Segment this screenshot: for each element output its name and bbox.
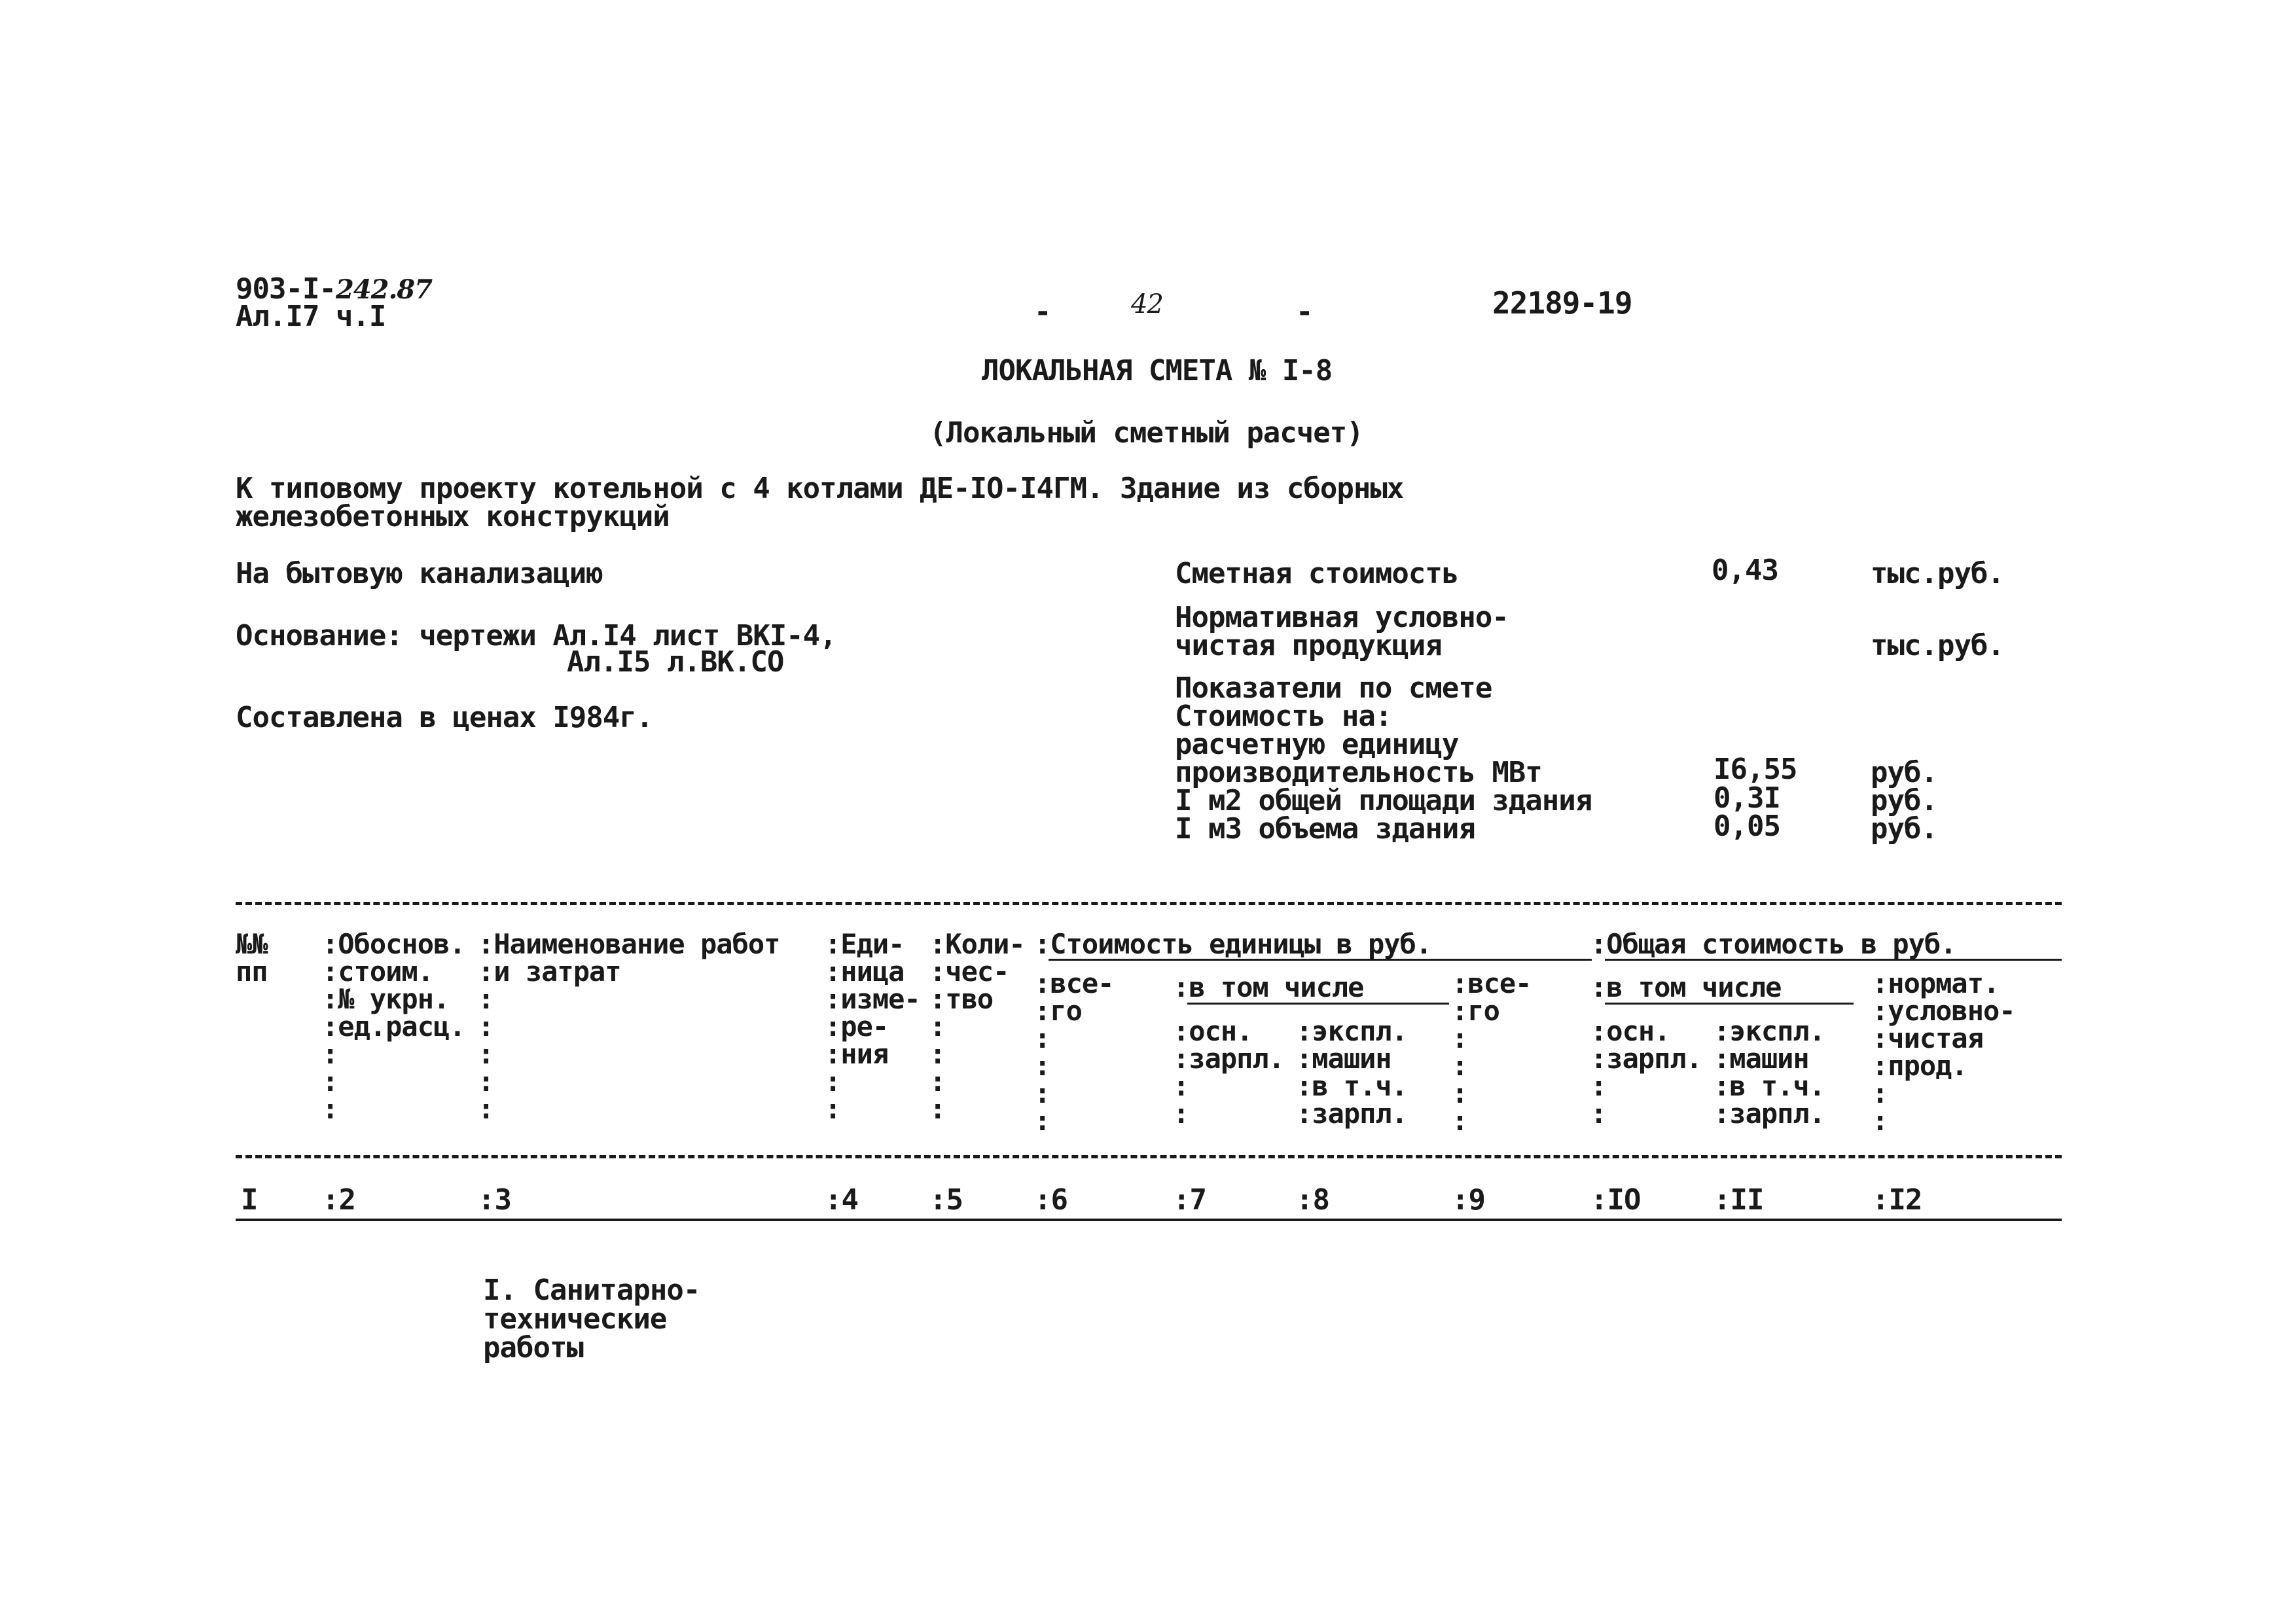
volume-value: 0,05 xyxy=(1713,810,1780,843)
indicators-line-1: Показатели по смете xyxy=(1175,671,1492,705)
series-code: 903-I-242.87 xyxy=(236,272,433,306)
area-label: I м2 общей площади здания xyxy=(1175,784,1592,817)
indicators-line-3: расчетную единицу xyxy=(1175,728,1459,761)
col-number: :2 xyxy=(322,1183,355,1217)
column-numbers-rule xyxy=(236,1219,2062,1221)
col-header-total-machines: :экспл. :машин :в т.ч. :зарпл. xyxy=(1713,1015,1825,1130)
unit-cost-group-header: :Стоимость единицы в руб. xyxy=(1034,928,1432,960)
page-dash-right: - xyxy=(1296,295,1313,329)
col-header-name: :Наименование работ :и затрат : : : : : xyxy=(478,928,780,1125)
normative-unit: тыс.руб. xyxy=(1871,629,2004,662)
col-header-total: :все- :го : : : : xyxy=(1452,967,1532,1137)
col-header-quantity: :Коли- :чес- :тво : : : : xyxy=(929,928,1025,1125)
unit-cost-underline xyxy=(1049,959,1592,961)
col-header-unit-salary: :осн. :зарпл. : : xyxy=(1173,1015,1285,1130)
unit-incl-header: :в том числе xyxy=(1173,971,1364,1003)
table-header-rule xyxy=(236,1155,2062,1158)
capacity-label: производительность МВт xyxy=(1175,756,1542,789)
col-number: I xyxy=(241,1183,258,1217)
col-header-basis: :Обоснов. :стоим. :№ укрн. :ед.расц. : : : xyxy=(322,928,465,1125)
total-incl-underline xyxy=(1605,1003,1854,1005)
total-cost-underline xyxy=(1605,959,2062,961)
page-title: ЛОКАЛЬНАЯ СМЕТА № I-8 xyxy=(982,354,1333,387)
col-number: :6 xyxy=(1034,1183,1067,1217)
prices-text: Составлена в ценах I984г. xyxy=(236,701,653,734)
page-number: 42 xyxy=(1131,289,1163,319)
col-header-unit-total: :все- :го : : : : xyxy=(1034,967,1114,1137)
col-header-unit-machines: :экспл. :машин :в т.ч. :зарпл. xyxy=(1296,1015,1408,1130)
col-number: :3 xyxy=(478,1183,511,1217)
unit-incl-underline xyxy=(1187,1003,1449,1005)
col-number: :4 xyxy=(825,1183,858,1217)
col-number: :IO xyxy=(1590,1183,1641,1217)
col-number: :7 xyxy=(1173,1183,1206,1217)
inventory-number: 22189-19 xyxy=(1492,285,1632,321)
indicators-line-2: Стоимость на: xyxy=(1175,700,1392,733)
cost-value: 0,43 xyxy=(1712,554,1778,587)
col-header-normative: :нормат. :условно- :чистая :прод. : : xyxy=(1872,967,2015,1137)
volume-unit: руб. xyxy=(1871,812,1937,846)
normative-line-1: Нормативная условно- xyxy=(1175,601,1509,634)
project-line-2: железобетонных конструкций xyxy=(236,500,670,533)
capacity-unit: руб. xyxy=(1871,756,1937,789)
section-title: I. Санитарно- технические работы xyxy=(483,1274,700,1364)
normative-line-2: чистая продукция xyxy=(1175,629,1442,662)
col-header-total-salary: :осн. :зарпл. : : xyxy=(1590,1015,1702,1130)
col-number: :5 xyxy=(929,1183,963,1217)
col-header-number: №№ пп xyxy=(236,928,268,988)
total-cost-group-header: :Общая стоимость в руб. xyxy=(1590,928,1956,960)
area-unit: руб. xyxy=(1871,784,1937,817)
col-header-unit: :Еди- :ница :изме- :ре- :ния : : xyxy=(825,928,920,1125)
col-number: :II xyxy=(1713,1183,1764,1217)
cost-label: Сметная стоимость xyxy=(1175,557,1459,590)
basis-line-1: Основание: чертежи Ал.I4 лист ВКI-4, xyxy=(236,619,836,652)
volume-label: I м3 объема здания xyxy=(1175,812,1475,846)
project-line-1: К типовому проекту котельной с 4 котлами ДЕ-IO-I4ГМ. Здание из сборных xyxy=(236,472,1404,505)
capacity-value: I6,55 xyxy=(1713,753,1797,786)
table-top-rule xyxy=(236,902,2062,905)
album-code: Ал.I7 ч.I xyxy=(236,300,386,333)
basis-line-2: Ал.I5 л.ВК.СО xyxy=(567,645,784,679)
area-value: 0,3I xyxy=(1713,781,1780,815)
col-number: :I2 xyxy=(1872,1183,1922,1217)
purpose-text: На бытовую канализацию xyxy=(236,557,603,590)
cost-unit: тыс.руб. xyxy=(1871,557,2004,590)
col-number: :8 xyxy=(1296,1183,1329,1217)
page-dash-left: - xyxy=(1034,295,1051,329)
col-number: :9 xyxy=(1452,1183,1485,1217)
page-subtitle: (Локальный сметный расчет) xyxy=(929,416,1363,450)
series-handwritten: 242.87 xyxy=(335,274,433,305)
total-incl-header: :в том числе xyxy=(1590,971,1782,1003)
